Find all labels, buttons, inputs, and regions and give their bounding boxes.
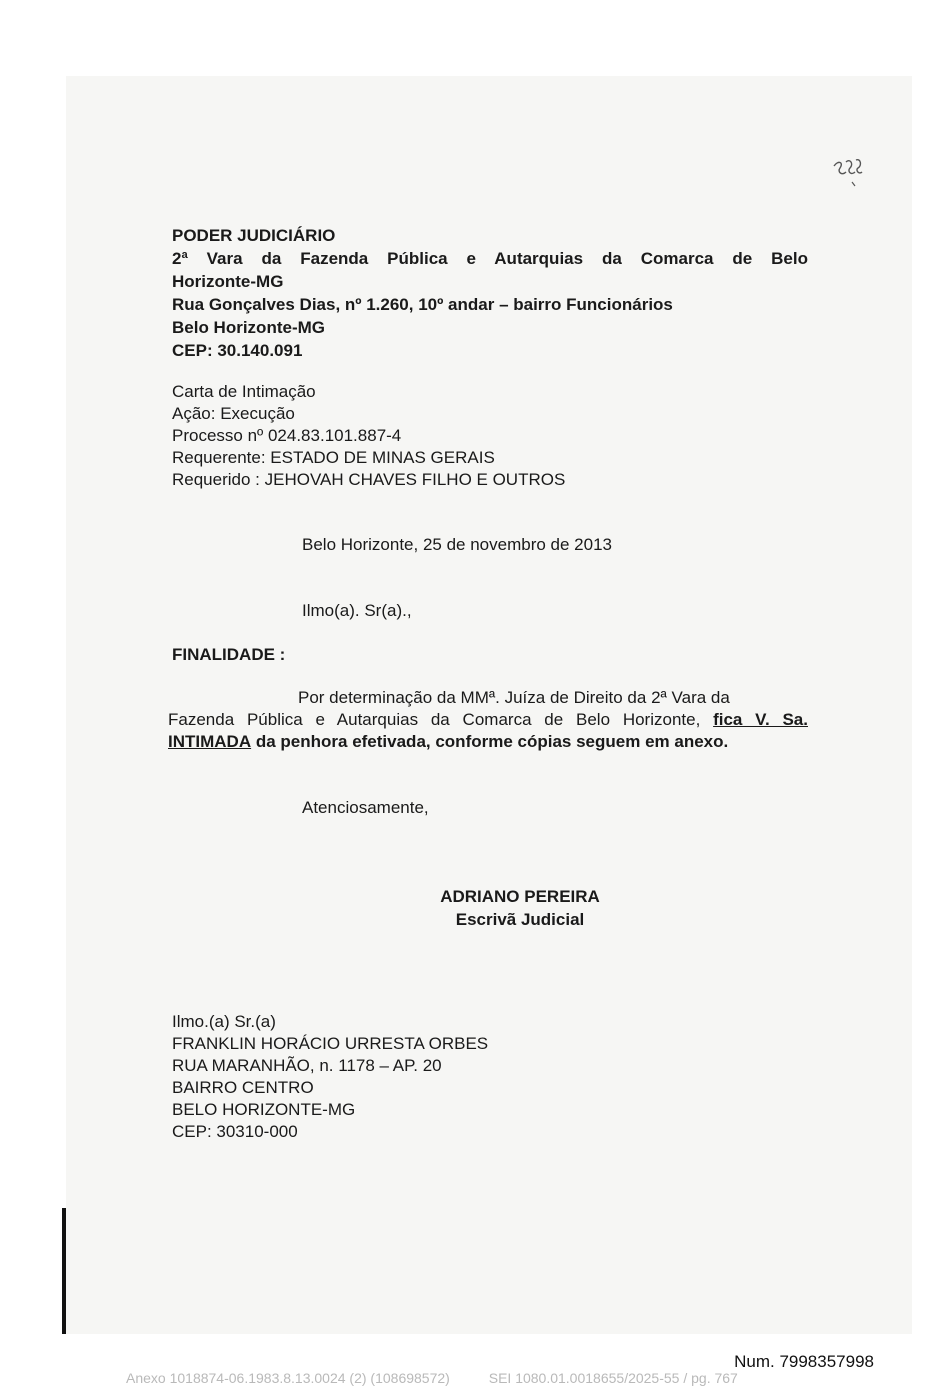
- signature-block: [420, 885, 620, 931]
- court-name-line-1: 2ª Vara da Fazenda Pública e Autarquias da Comarca de Belo: [172, 249, 808, 268]
- signatory-name: ADRIANO PEREIRA: [440, 887, 600, 906]
- court-name-line-2: Horizonte-MG: [172, 272, 284, 291]
- case-plaintiff: Requerente: ESTADO DE MINAS GERAIS: [172, 448, 495, 467]
- recipient-city: BELO HORIZONTE-MG: [172, 1100, 356, 1119]
- body-line-2-text: Fazenda Pública e Autarquias da Comarca de Belo Horizonte,: [168, 710, 701, 729]
- recipient-name: FRANKLIN HORÁCIO URRESTA ORBES: [172, 1034, 489, 1053]
- recipient-salutation: Ilmo.(a) Sr.(a): [172, 1012, 276, 1031]
- recipient-district: BAIRRO CENTRO: [172, 1078, 314, 1097]
- scan-binding-edge: [62, 1208, 66, 1334]
- body-paragraph: [168, 687, 808, 753]
- recipient-cep: CEP: 30310-000: [172, 1122, 298, 1141]
- court-address: Rua Gonçalves Dias, nº 1.260, 10º andar – bairro Funcionários: [172, 295, 673, 314]
- intimada-keyword: INTIMADA: [168, 732, 252, 751]
- body-line-1: Por determinação da MMª. Juíza de Direito da 2ª Vara da: [298, 688, 730, 707]
- court-city: Belo Horizonte-MG: [172, 318, 325, 337]
- footer-sei: SEI 1080.01.0018655/2025-55 / pg. 767: [488, 1370, 738, 1386]
- body-line-2: [168, 709, 808, 731]
- letter-date: Belo Horizonte, 25 de novembro de 2013: [302, 535, 612, 554]
- document-number: Num. 7998357998: [734, 1352, 874, 1371]
- court-header: [172, 224, 808, 362]
- handwritten-page-number-mark: [828, 152, 868, 192]
- footer-annex: Anexo 1018874-06.1983.8.13.0024 (2) (108698572): [126, 1370, 450, 1386]
- salutation: Ilmo(a). Sr(a).,: [302, 601, 412, 620]
- recipient-street: RUA MARANHÃO, n. 1178 – AP. 20: [172, 1056, 442, 1075]
- closing-remark: Atenciosamente,: [302, 798, 429, 817]
- case-action: Ação: Execução: [172, 404, 295, 423]
- purpose-label: FINALIDADE :: [172, 645, 286, 664]
- signatory-role: Escrivã Judicial: [455, 910, 585, 929]
- institution-name: PODER JUDICIÁRIO: [172, 226, 336, 245]
- court-cep: CEP: 30.140.091: [172, 341, 303, 360]
- recipient-address: [172, 1011, 488, 1143]
- case-defendant: Requerido : JEHOVAH CHAVES FILHO E OUTROS: [172, 470, 566, 489]
- case-details: [172, 381, 565, 491]
- footer-stamp: [126, 1370, 738, 1386]
- body-line-2-emphasis: fica V. Sa.: [713, 710, 808, 729]
- body-line-3: [168, 731, 808, 753]
- body-line-3-text: da penhora efetivada, conforme cópias seguem em anexo.: [255, 732, 729, 751]
- case-process-number: Processo nº 024.83.101.887-4: [172, 426, 402, 445]
- document-type: Carta de Intimação: [172, 382, 316, 401]
